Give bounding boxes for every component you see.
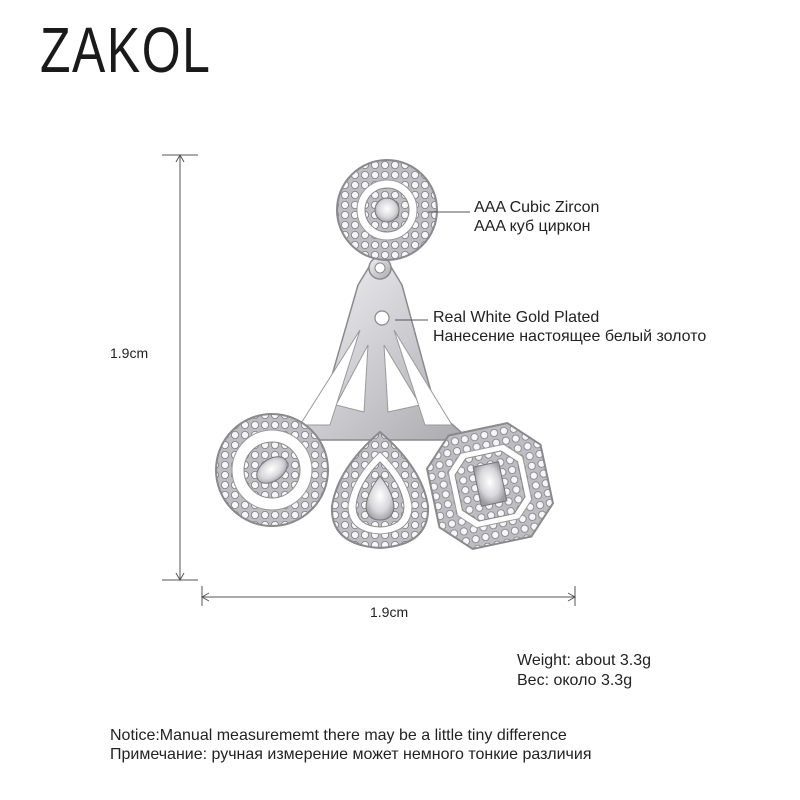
notice-ru: Примечание: ручная измерение может немного тонкие различия (110, 746, 592, 763)
brand-logo: ZAKOL (40, 14, 212, 86)
plating-label-en: Real White Gold Plated (433, 309, 600, 326)
height-dimension-label: 1.9cm (110, 345, 149, 361)
stone-label-en: AAA Cubic Zircon (474, 199, 600, 216)
vertical-dimension-arrow (162, 155, 198, 580)
earring-jacket-plate (290, 257, 470, 440)
horizontal-dimension-arrow (202, 586, 575, 606)
weight-label-ru: Вес: около 3.3g (517, 672, 633, 689)
weight-label-en: Weight: about 3.3g (517, 652, 652, 669)
drop-pear (332, 432, 428, 548)
plating-label-ru: Нанесение настоящее белый золото (433, 328, 707, 345)
drop-round (216, 414, 328, 526)
width-dimension-label: 1.9cm (370, 604, 409, 620)
notice-en: Notice:Manual measurememt there may be a little tiny difference (110, 727, 567, 744)
stud-top (337, 160, 437, 260)
stone-label-ru: AAA куб циркон (474, 218, 591, 235)
